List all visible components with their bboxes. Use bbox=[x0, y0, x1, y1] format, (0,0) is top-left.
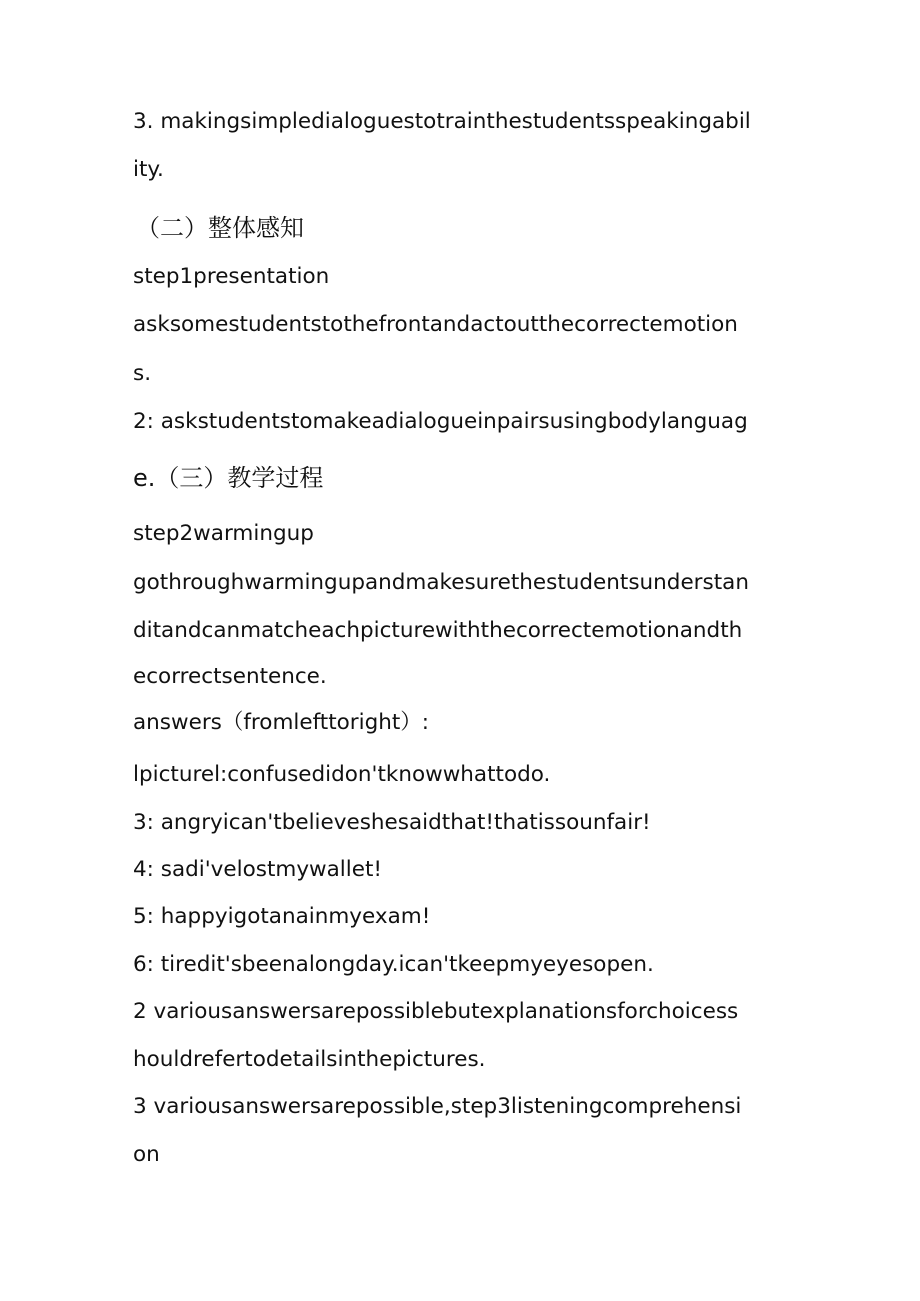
text-line: ity. bbox=[133, 157, 164, 182]
answer-line: 5: happyigotanainmyexam! bbox=[133, 904, 431, 929]
text-line: 2 variousanswersarepossiblebutexplanationsforchoicess bbox=[133, 999, 739, 1024]
text-line: asksomestudentstothefrontandactoutthecorrectemotion bbox=[133, 312, 738, 337]
text-line: houldrefertodetailsinthepictures. bbox=[133, 1047, 486, 1072]
text-line: step2warmingup bbox=[133, 521, 314, 546]
answer-line: 4: sadi'velostmywallet! bbox=[133, 857, 383, 882]
text-line: s. bbox=[133, 361, 152, 386]
text-line: step1presentation bbox=[133, 264, 330, 289]
text-line: gothroughwarmingupandmakesurethestudentsunderstan bbox=[133, 570, 749, 595]
section-heading: （二）整体感知 bbox=[136, 214, 304, 242]
text-line: ecorrectsentence. bbox=[133, 664, 327, 689]
text-line: 3 variousanswersarepossible,step3listeningcomprehensi bbox=[133, 1094, 742, 1119]
section-heading: e.（三）教学过程 bbox=[133, 464, 324, 492]
answer-line: 6: tiredit'sbeenalongday.ican'tkeepmyeyesopen. bbox=[133, 952, 654, 977]
answer-line: 3: angryican'tbelieveshesaidthat!thatissounfair! bbox=[133, 810, 651, 835]
text-line: ditandcanmatcheachpicturewiththecorrectemotionandth bbox=[133, 618, 743, 643]
text-line: 2: askstudentstomakeadialogueinpairsusingbodylanguag bbox=[133, 409, 748, 434]
text-line: 3. makingsimpledialoguestotrainthestudentsspeakingabil bbox=[133, 109, 751, 134]
answers-heading: answers（fromlefttoright）: bbox=[133, 710, 430, 735]
text-line: on bbox=[133, 1142, 160, 1167]
answer-line: lpicturel:confusedidon'tknowwhattodo. bbox=[133, 762, 551, 787]
